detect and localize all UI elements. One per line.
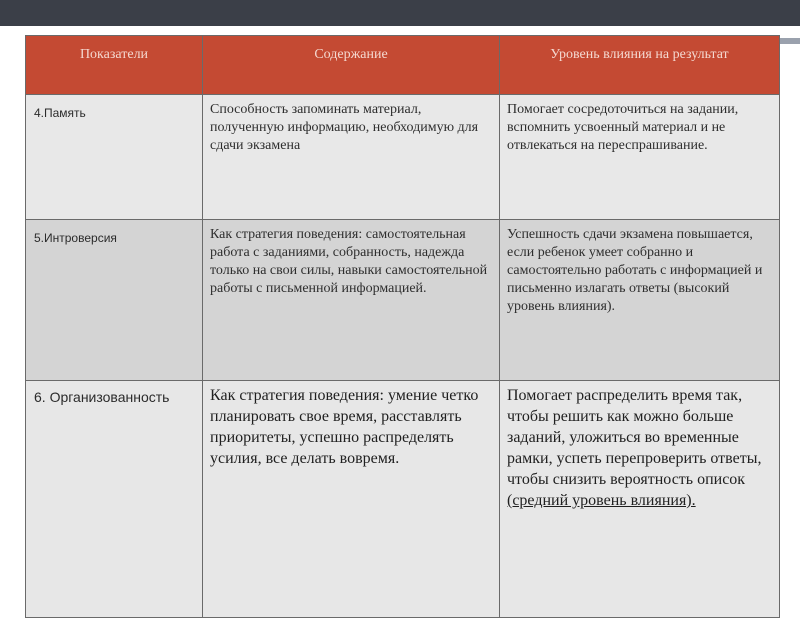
content-cell: Как стратегия поведения: самостоятельная работа с заданиями, собранность, надежда только на свои силы, навыки самостоятельной работы с письменной информацией. xyxy=(203,220,500,381)
table-row xyxy=(26,95,780,220)
table-row xyxy=(26,220,780,381)
influence-level-note: (средний уровень влияния). xyxy=(507,492,696,509)
content-cell: Как стратегия поведения: умение четко планировать свое время, расставлять приоритеты, успешно распределять усилия, все делать вовремя. xyxy=(203,381,500,618)
indicators-table xyxy=(25,35,780,618)
indicator-cell: 4.Память xyxy=(26,95,203,220)
influence-cell: Успешность сдачи экзамена повышается, если ребенок умеет собранно и самостоятельно работать с информацией и письменно излагать ответы (высокий уровень влияния). xyxy=(500,220,780,381)
influence-main-text: Помогает распределить время так, чтобы решить как можно больше заданий, уложиться во временные рамки, успеть перепроверить ответы, чтобы снизить вероятность описок xyxy=(507,387,762,488)
indicator-cell: 5.Интроверсия xyxy=(26,220,203,381)
table-header-row xyxy=(26,36,780,95)
header-influence: Уровень влияния на результат xyxy=(500,36,780,95)
indicator-cell: 6. Организованность xyxy=(26,381,203,618)
content-cell: Способность запоминать материал, полученную информацию, необходимую для сдачи экзамена xyxy=(203,95,500,220)
influence-cell: Помогает сосредоточиться на задании, вспомнить усвоенный материал и не отвлекаться на переспрашивание. xyxy=(500,95,780,220)
header-indicators: Показатели xyxy=(26,36,203,95)
header-content: Содержание xyxy=(203,36,500,95)
influence-cell xyxy=(500,381,780,618)
table-row xyxy=(26,381,780,618)
slide-top-bar xyxy=(0,0,800,26)
